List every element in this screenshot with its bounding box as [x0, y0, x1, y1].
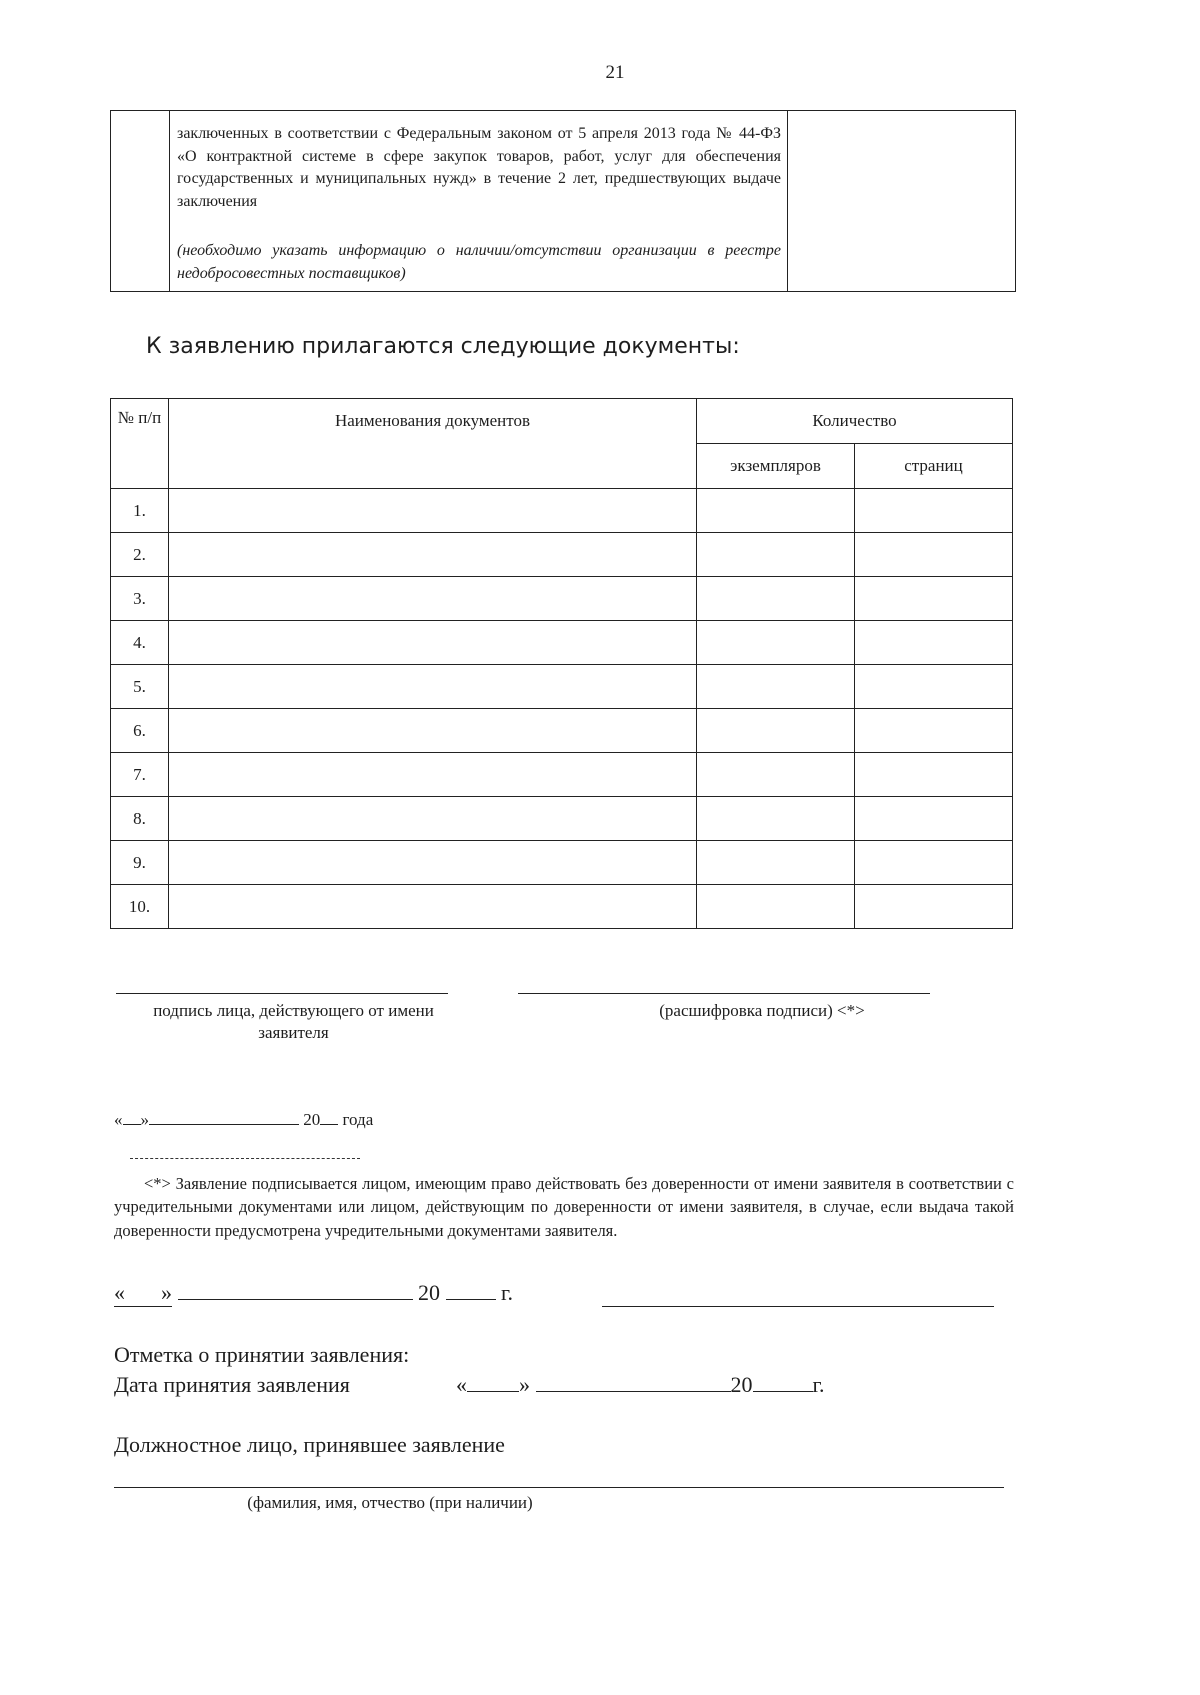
acceptance-date-label: Дата принятия заявления — [114, 1372, 350, 1397]
date-line — [114, 1280, 513, 1307]
row-number: 9. — [111, 841, 169, 885]
table-row — [111, 841, 1013, 885]
table-row — [111, 577, 1013, 621]
row-number: 1. — [111, 489, 169, 533]
date-quotes — [114, 1280, 172, 1307]
header-pages: страниц — [855, 444, 1013, 489]
header-document-name: Наименования документов — [169, 399, 697, 489]
table-row — [111, 753, 1013, 797]
document-name-cell[interactable] — [169, 797, 697, 841]
quote-close: » — [519, 1372, 530, 1397]
table-row — [111, 709, 1013, 753]
quote-open: « — [456, 1372, 467, 1397]
document-name-cell[interactable] — [169, 885, 697, 929]
document-name-cell[interactable] — [169, 533, 697, 577]
document-name-cell[interactable] — [169, 577, 697, 621]
row-number: 5. — [111, 665, 169, 709]
signature-date — [114, 1110, 373, 1130]
day-blank[interactable] — [123, 1124, 141, 1125]
table-row — [111, 621, 1013, 665]
quote-close: » — [140, 1110, 149, 1129]
header-quantity: Количество — [697, 399, 1013, 444]
pages-cell[interactable] — [855, 841, 1013, 885]
pages-cell[interactable] — [855, 665, 1013, 709]
table-row — [111, 665, 1013, 709]
table-row — [111, 489, 1013, 533]
pages-cell[interactable] — [855, 709, 1013, 753]
year-suffix: года — [342, 1110, 374, 1129]
month-blank[interactable] — [536, 1391, 731, 1392]
table-divider — [169, 111, 170, 291]
continued-table — [110, 110, 1016, 292]
documents-table — [110, 398, 1013, 929]
header-number: № п/п — [111, 399, 169, 489]
copies-cell[interactable] — [697, 753, 855, 797]
table-row — [111, 533, 1013, 577]
document-name-cell[interactable] — [169, 489, 697, 533]
pages-cell[interactable] — [855, 533, 1013, 577]
document-name-cell[interactable] — [169, 665, 697, 709]
row-number: 7. — [111, 753, 169, 797]
copies-cell[interactable] — [697, 841, 855, 885]
pages-cell[interactable] — [855, 621, 1013, 665]
day-blank[interactable] — [467, 1391, 519, 1392]
copies-cell[interactable] — [697, 577, 855, 621]
official-name-line[interactable] — [114, 1487, 1004, 1488]
table-cell-note: (необходимо указать информацию о наличии/отсутствии организации в реестре недобросовестных поставщиков) — [177, 242, 781, 282]
attachments-heading: К заявлению прилагаются следующие документы: — [146, 334, 740, 359]
acceptance-title: Отметка о принятии заявления: — [114, 1342, 410, 1367]
quote-close: » — [161, 1280, 172, 1305]
acceptance-official-label: Должностное лицо, принявшее заявление — [114, 1432, 505, 1457]
row-number: 3. — [111, 577, 169, 621]
copies-cell[interactable] — [697, 709, 855, 753]
document-name-cell[interactable] — [169, 621, 697, 665]
quote-open: « — [114, 1280, 125, 1305]
year-prefix: 20 — [418, 1280, 440, 1305]
quote-open: « — [114, 1110, 123, 1129]
official-name-caption: (фамилия, имя, отчество (при наличии) — [247, 1493, 533, 1512]
signature-line-blank[interactable] — [602, 1306, 994, 1307]
pages-cell[interactable] — [855, 577, 1013, 621]
pages-cell[interactable] — [855, 885, 1013, 929]
row-number: 6. — [111, 709, 169, 753]
row-number: 10. — [111, 885, 169, 929]
copies-cell[interactable] — [697, 533, 855, 577]
month-blank[interactable] — [178, 1299, 413, 1300]
acceptance-date — [456, 1372, 825, 1398]
footnote-text: <*> Заявление подписывается лицом, имеющим право действовать без доверенности от имени заявителя в соответствии с учредительными документами или лицом, действующим по доверенности от имени заявителя, в случае, если выдача такой доверенности предусмотрена учредительными документами заявителя. — [114, 1174, 1014, 1240]
footnote — [114, 1172, 1014, 1242]
document-name-cell[interactable] — [169, 709, 697, 753]
year-blank[interactable] — [753, 1391, 813, 1392]
year-prefix: 20 — [730, 1372, 753, 1397]
copies-cell[interactable] — [697, 885, 855, 929]
copies-cell[interactable] — [697, 489, 855, 533]
signature-transcript-caption: (расшифровка подписи) <*> — [659, 1001, 865, 1020]
pages-cell[interactable] — [855, 797, 1013, 841]
table-cell-text: заключенных в соответствии с Федеральным законом от 5 апреля 2013 года № 44-ФЗ «О контрактной системе в сфере закупок товаров, работ, услуг для обеспечения государственных и муниципальных нужд» в течение 2 лет, предшествующих выдаче заключения — [177, 125, 781, 210]
header-copies: экземпляров — [697, 444, 855, 489]
footnote-separator — [130, 1158, 360, 1159]
row-number: 8. — [111, 797, 169, 841]
year-suffix: г. — [501, 1280, 514, 1305]
copies-cell[interactable] — [697, 797, 855, 841]
year-suffix: г. — [812, 1372, 825, 1397]
row-number: 2. — [111, 533, 169, 577]
signature-caption: подпись лица, действующего от имени заявителя — [153, 1001, 434, 1042]
pages-cell[interactable] — [855, 489, 1013, 533]
table-divider — [787, 111, 788, 291]
table-row — [111, 885, 1013, 929]
signature-line[interactable] — [116, 993, 448, 994]
signature-transcript-line[interactable] — [518, 993, 930, 994]
pages-cell[interactable] — [855, 753, 1013, 797]
year-prefix: 20 — [303, 1110, 321, 1129]
row-number: 4. — [111, 621, 169, 665]
document-name-cell[interactable] — [169, 753, 697, 797]
copies-cell[interactable] — [697, 665, 855, 709]
month-blank[interactable] — [149, 1124, 299, 1125]
copies-cell[interactable] — [697, 621, 855, 665]
document-name-cell[interactable] — [169, 841, 697, 885]
page-number: 21 — [605, 62, 625, 83]
table-row — [111, 797, 1013, 841]
year-blank[interactable] — [320, 1124, 338, 1125]
year-blank[interactable] — [446, 1299, 496, 1300]
